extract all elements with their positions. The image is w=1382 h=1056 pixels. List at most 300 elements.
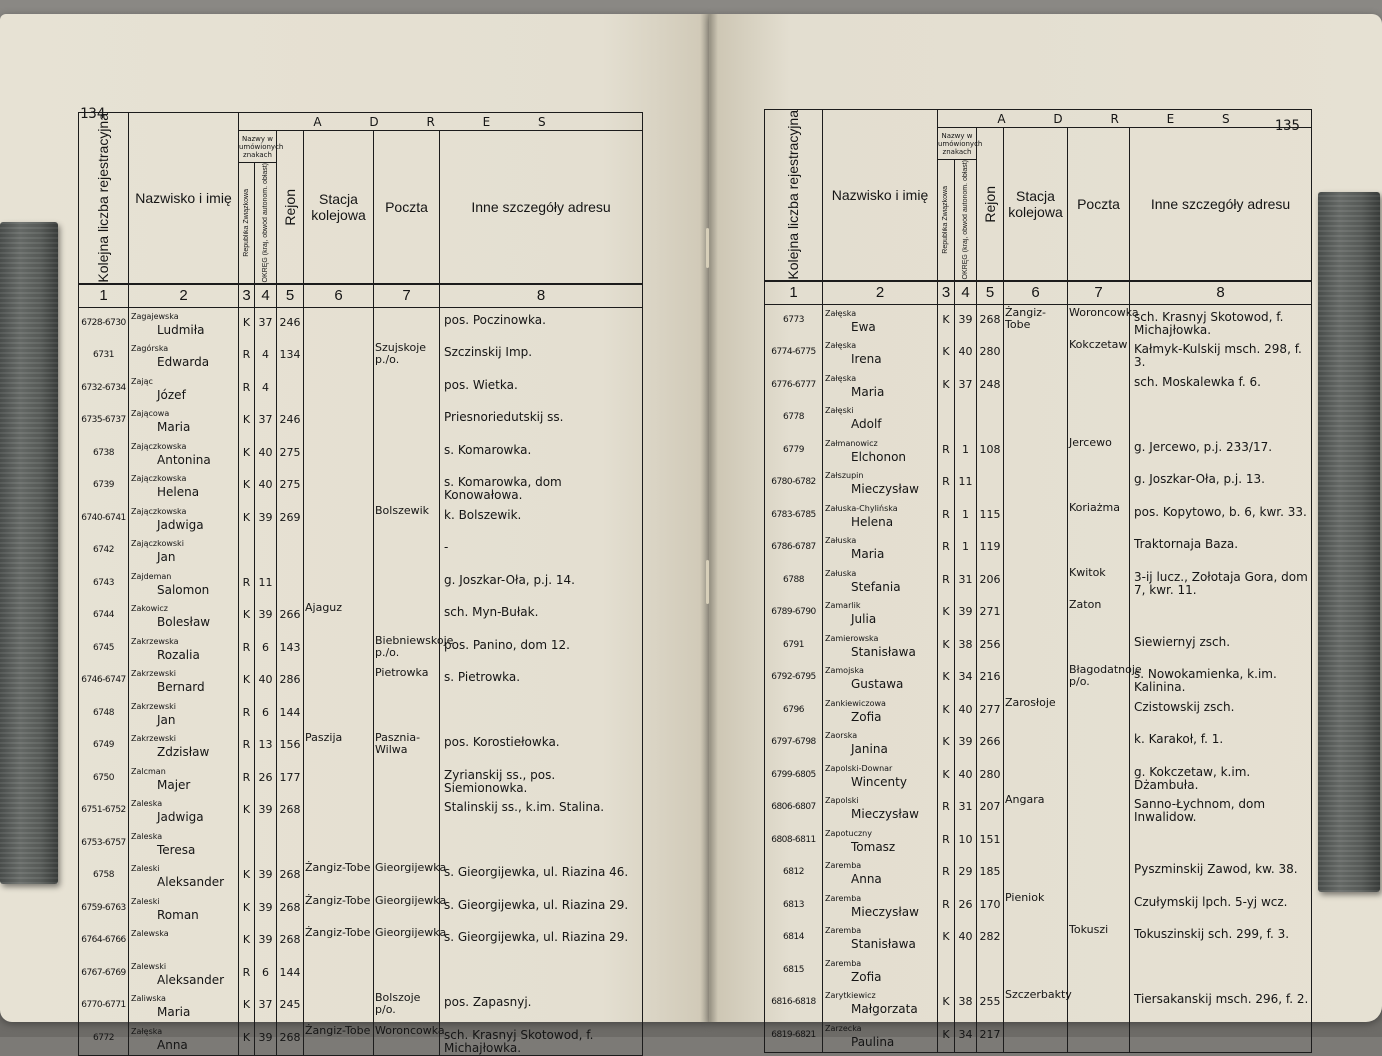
railway-station: Szczerbakty [1004,987,1068,1020]
given-name: Aleksander [157,875,225,890]
col-header-number: Kolejna liczba rejestracyjna [79,113,129,284]
post-office [374,373,440,406]
registration-number: 6774-6775 [765,337,823,370]
rejon-code [277,373,304,406]
person-name [823,370,938,403]
person-name [823,955,938,988]
person-name [823,987,938,1020]
surname: Zapolski [825,796,859,806]
post-office [1068,532,1130,565]
given-name: Zofia [851,969,882,984]
surname: Zapotuczny [825,828,872,838]
address-details: s. Gieorgijewka, ul. Riazina 29. [440,893,643,926]
table-row [79,860,643,893]
post-office: Kokczetaw [1068,337,1130,370]
person-name [823,760,938,793]
registration-number: 6796 [765,695,823,728]
table-row [79,1023,643,1056]
address-details: s. Komarowka. [440,438,643,471]
address-details: pos. Kopytowo, b. 6, kwr. 33. [1130,500,1312,533]
rejon-code: 207 [977,792,1004,825]
person-name [823,825,938,858]
post-office: Jercewo [1068,435,1130,468]
surname: Zalewska [131,929,169,939]
col-header-adres: A D R E S [239,113,643,131]
railway-station [304,828,374,861]
address-details [440,698,643,731]
binding-thread [706,560,709,604]
rejon-code: 277 [977,695,1004,728]
given-name: Janina [851,742,888,757]
railway-station: Ajaguz [304,600,374,633]
okreg-code [255,828,277,861]
republic-code: R [938,500,955,533]
republic-code: R [938,890,955,923]
col-header-stacja: Stacja kolejowa [1004,128,1068,281]
surname: Zaleski [131,864,160,874]
registration-number: 6783-6785 [765,500,823,533]
given-name: Helena [157,485,200,500]
post-office: Bolszewik [374,503,440,536]
post-office [374,600,440,633]
surname: Zakrzewski [131,669,176,679]
rejon-code: 268 [277,925,304,958]
address-details: Traktornaja Baza. [1130,532,1312,565]
rejon-code: 282 [977,922,1004,955]
okreg-code: 39 [255,893,277,926]
surname: Zalewski [131,961,167,971]
given-name: Jadwiga [157,517,204,532]
person-name [129,308,239,341]
registration-number: 6792-6795 [765,662,823,695]
address-details: pos. Wietka. [440,373,643,406]
surname: Zarzecka [825,1023,862,1033]
address-details: sch. Myn-Bułak. [440,600,643,633]
table-row [765,890,1312,923]
given-name: Paulina [851,1034,895,1049]
okreg-code: 38 [955,987,977,1020]
given-name: Anna [851,872,882,887]
table-row [765,565,1312,598]
post-office [1068,630,1130,663]
okreg-code: 40 [255,470,277,503]
rejon-code: 134 [277,340,304,373]
okreg-code: 40 [255,665,277,698]
republic-code: K [239,405,255,438]
table-row [765,435,1312,468]
given-name: Bolesław [157,615,211,630]
table-row [765,597,1312,630]
address-details: Kałmyk-Kulskij msch. 298, f. 3. [1130,337,1312,370]
given-name: Maria [157,1005,191,1020]
republic-code: K [239,893,255,926]
republic-code: K [938,597,955,630]
col-header-name: Nazwisko i imię [823,110,938,281]
registration-number: 6797-6798 [765,727,823,760]
address-details: Czułymskij lpch. 5-yj wcz. [1130,890,1312,923]
post-office [374,470,440,503]
railway-station [304,405,374,438]
registration-number: 6759-6763 [79,893,129,926]
republic-code: K [938,727,955,760]
table-row [79,568,643,601]
table-row [79,503,643,536]
table-row [79,405,643,438]
given-name: Wincenty [851,774,907,789]
person-name [129,698,239,731]
person-name [129,828,239,861]
railway-station [1004,402,1068,435]
registration-number: 6812 [765,857,823,890]
okreg-code [955,402,977,435]
okreg-code [955,955,977,988]
railway-station [1004,467,1068,500]
address-details: 3-ij lucz., Zołotaja Gora, dom 7, kwr. 11. [1130,565,1312,598]
railway-station: Paszija [304,730,374,763]
person-name [129,665,239,698]
address-details: s. Komarowka, dom Konowałowa. [440,470,643,503]
okreg-code: 34 [955,662,977,695]
page-number-left: 134 [80,106,106,122]
republic-code: R [239,730,255,763]
republic-code: R [239,633,255,666]
registration-number: 6776-6777 [765,370,823,403]
given-name: Rozalia [157,647,200,662]
okreg-code: 6 [255,958,277,991]
person-name [129,503,239,536]
table-row [79,438,643,471]
address-details: k. Bolszewik. [440,503,643,536]
table-row [765,1020,1312,1053]
surname: Zankiewiczowa [825,698,886,708]
railway-station [1004,1020,1068,1053]
railway-station [1004,955,1068,988]
table-row [79,925,643,958]
surname: Zaremba [825,893,862,903]
table-row [765,630,1312,663]
address-details: s. Gieorgijewka, ul. Riazina 46. [440,860,643,893]
given-name: Stanisława [851,644,916,659]
rejon-code: 268 [277,795,304,828]
register-table-left [78,112,643,1056]
railway-station: Angara [1004,792,1068,825]
railway-station: Żangiz-Tobe [304,893,374,926]
republic-code [938,955,955,988]
col-header-inne: Inne szczegóły adresu [440,131,643,284]
post-office [1068,467,1130,500]
address-details: Czistowskij zsch. [1130,695,1312,728]
table-row [79,308,643,341]
republic-code: R [938,825,955,858]
registration-number: 6806-6807 [765,792,823,825]
okreg-code: 1 [955,500,977,533]
table-row [79,698,643,731]
registration-number: 6744 [79,600,129,633]
table-row [79,600,643,633]
railway-station [304,535,374,568]
table-row [765,305,1312,338]
okreg-code: 37 [955,370,977,403]
page-weight-left [0,222,58,884]
post-office [1068,695,1130,728]
registration-number: 6731 [79,340,129,373]
republic-code: K [239,925,255,958]
rejon-code: 246 [277,308,304,341]
surname: Zajączkowska [131,441,187,451]
surname: Zaorska [825,731,858,741]
registration-number: 6753-6757 [79,828,129,861]
surname: Zamierowska [825,633,879,643]
republic-code: K [938,695,955,728]
surname: Zaremba [825,958,862,968]
okreg-code: 1 [955,532,977,565]
rejon-code: 206 [977,565,1004,598]
surname: Zakowicz [131,604,168,614]
registration-number: 6819-6821 [765,1020,823,1053]
okreg-code: 37 [255,990,277,1023]
rejon-code [277,568,304,601]
person-name [823,597,938,630]
surname: Zakrzewska [131,636,179,646]
post-office [374,698,440,731]
person-name [823,727,938,760]
given-name: Bernard [157,680,205,695]
given-name: Mieczysław [851,482,919,497]
address-details: s. Nowokamienka, k.im. Kalinina. [1130,662,1312,695]
post-office [374,405,440,438]
address-details: Sanno-Łychnom, dom Inwalidow. [1130,792,1312,825]
rejon-code: 286 [277,665,304,698]
book-gutter [700,14,718,1022]
given-name: Zofia [851,709,882,724]
surname: Zaremba [825,861,862,871]
registration-number: 6758 [79,860,129,893]
address-details: Stalinskij ss., k.im. Stalina. [440,795,643,828]
okreg-code: 34 [955,1020,977,1053]
republic-code: K [938,305,955,338]
railway-station [1004,630,1068,663]
table-row [79,340,643,373]
post-office: Gieorgijewka [374,893,440,926]
given-name: Irena [851,352,882,367]
republic-code: K [239,438,255,471]
post-office: Błagodatnoje p/o. [1068,662,1130,695]
post-office [374,535,440,568]
registration-number: 6764-6766 [79,925,129,958]
rejon-code: 255 [977,987,1004,1020]
republic-code: K [239,1023,255,1056]
republic-code: K [938,1020,955,1053]
rejon-code: 246 [277,405,304,438]
address-details: Zyrianskij ss., pos. Siemionowka. [440,763,643,796]
person-name [129,438,239,471]
person-name [129,405,239,438]
left-page [0,14,709,1055]
page-weight-right [1318,192,1380,892]
given-name: Józef [157,387,186,402]
given-name: Aleksander [157,972,225,987]
rejon-code: 266 [277,600,304,633]
registration-number: 6750 [79,763,129,796]
surname: Zamojska [825,666,864,676]
registration-number: 6789-6790 [765,597,823,630]
col-header-adres: A D R E S [938,110,1312,128]
address-details: Tokuszinskij sch. 299, f. 3. [1130,922,1312,955]
registration-number: 6742 [79,535,129,568]
registration-number: 6738 [79,438,129,471]
address-details [1130,402,1312,435]
register-table-right [764,109,1312,1053]
surname: Zającowa [131,409,170,419]
registration-number: 6786-6787 [765,532,823,565]
okreg-code: 40 [955,922,977,955]
table-row [765,922,1312,955]
registration-number: 6788 [765,565,823,598]
address-details: Szczinskij Imp. [440,340,643,373]
registration-number: 6808-6811 [765,825,823,858]
col-header-poczta: Poczta [374,131,440,284]
republic-code: R [239,373,255,406]
republic-code [239,535,255,568]
okreg-code: 39 [955,727,977,760]
given-name: Maria [851,384,885,399]
post-office [1068,370,1130,403]
registration-number: 6735-6737 [79,405,129,438]
post-office: Gieorgijewka [374,860,440,893]
railway-station [1004,825,1068,858]
given-name: Helena [851,514,894,529]
post-office: Zaton [1068,597,1130,630]
address-details: s. Gieorgijewka, ul. Riazina 29. [440,925,643,958]
rejon-code: 108 [977,435,1004,468]
table-row [79,893,643,926]
railway-station [304,698,374,731]
address-details: g. Joszkar-Oła, p.j. 14. [440,568,643,601]
col-header-rejon: Rejon [277,131,304,284]
post-office: Bolszoje p/o. [374,990,440,1023]
person-name [129,373,239,406]
given-name: Stefania [851,579,901,594]
surname: Zając [131,376,153,386]
address-details: Tiersakanskij msch. 296, f. 2. [1130,987,1312,1020]
table-row [765,402,1312,435]
post-office [374,763,440,796]
table-row [765,760,1312,793]
registration-number: 6732-6734 [79,373,129,406]
table-row [765,792,1312,825]
registration-number: 6779 [765,435,823,468]
given-name: Salomon [157,582,210,597]
rejon-code: 275 [277,438,304,471]
surname: Zajączkowska [131,506,187,516]
post-office [374,795,440,828]
surname: Załęska [131,1026,163,1036]
rejon-code [977,467,1004,500]
address-details: Priesnoriedutskij ss. [440,405,643,438]
okreg-code: 26 [255,763,277,796]
rejon-code: 170 [977,890,1004,923]
republic-code: K [239,470,255,503]
railway-station [304,633,374,666]
rejon-code: 268 [977,305,1004,338]
post-office [374,828,440,861]
post-office: Koriażma [1068,500,1130,533]
rejon-code: 156 [277,730,304,763]
address-details: g. Kokczetaw, k.im. Dżambuła. [1130,760,1312,793]
okreg-code: 40 [955,760,977,793]
republic-code: K [938,337,955,370]
given-name: Stanisława [851,937,916,952]
col-header-republika: Republika Związkowa [239,163,255,284]
rejon-code: 119 [977,532,1004,565]
railway-station [304,373,374,406]
okreg-code: 13 [255,730,277,763]
okreg-code: 39 [255,1023,277,1056]
col-header-name: Nazwisko i imię [129,113,239,284]
railway-station [1004,500,1068,533]
railway-station: Zarosłoje [1004,695,1068,728]
post-office [1068,760,1130,793]
table-row [765,500,1312,533]
republic-code: K [239,990,255,1023]
table-row [765,370,1312,403]
surname: Zalcman [131,766,166,776]
person-name [129,860,239,893]
okreg-code: 39 [255,503,277,536]
okreg-code: 6 [255,633,277,666]
address-details: k. Karakoł, f. 1. [1130,727,1312,760]
surname: Zapolski-Downar [825,763,893,773]
railway-station [1004,337,1068,370]
post-office: Woroncowka [374,1023,440,1056]
republic-code [239,828,255,861]
given-name: Elchonon [851,449,907,464]
person-name [823,305,938,338]
republic-code: K [938,760,955,793]
table-row [79,828,643,861]
okreg-code: 31 [955,565,977,598]
col-header-number: Kolejna liczba rejestracyjna [765,110,823,281]
surname: Załuska [825,568,857,578]
railway-station [1004,597,1068,630]
post-office: Kwitok [1068,565,1130,598]
rejon-code: 256 [977,630,1004,663]
republic-code: K [239,503,255,536]
table-row [765,857,1312,890]
republic-code: K [938,987,955,1020]
col-header-inne: Inne szczegóły adresu [1130,128,1312,281]
okreg-code: 37 [255,405,277,438]
republic-code: R [938,857,955,890]
registration-number: 6751-6752 [79,795,129,828]
railway-station [1004,435,1068,468]
surname: Załęska [825,341,857,351]
post-office [1068,792,1130,825]
surname: Zarytkiewicz [825,991,876,1001]
given-name: Jadwiga [157,810,204,825]
railway-station [304,763,374,796]
table-row [765,532,1312,565]
col-header-nazwy: Nazwy w umówionych znakach [239,131,277,163]
post-office: Pietrowka [374,665,440,698]
person-name [129,1023,239,1056]
address-details [1130,955,1312,988]
railway-station: Żangiz-Tobe [304,860,374,893]
col-header-okreg: OKRĘG (kraj, obwód autonom. obłast) [955,160,977,281]
person-name [129,925,239,958]
address-details: pos. Zapasnyj. [440,990,643,1023]
person-name [129,990,239,1023]
